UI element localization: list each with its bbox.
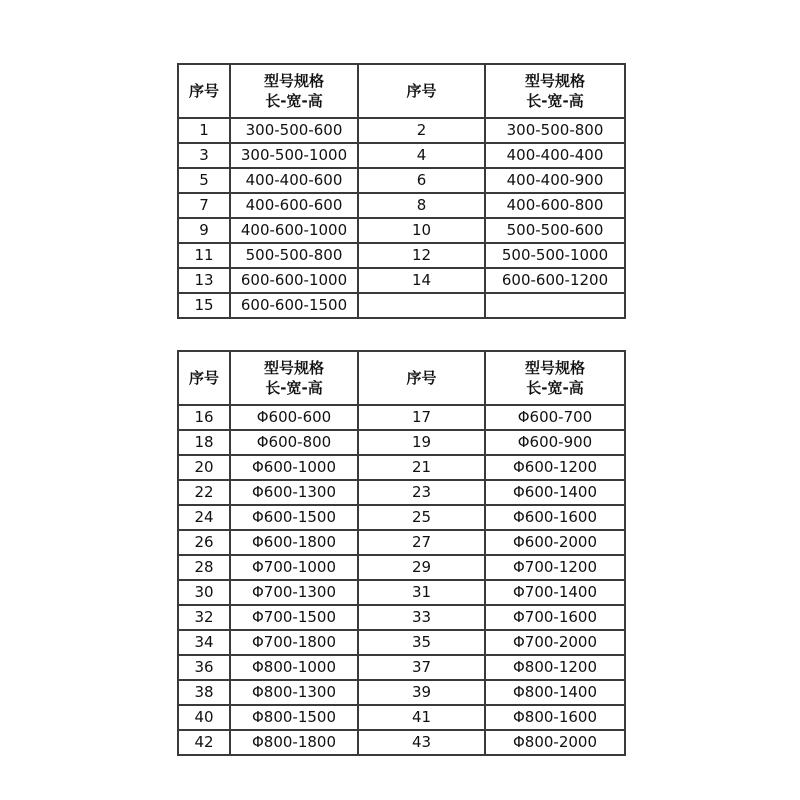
cell-no: 16 <box>178 405 230 430</box>
cell-spec: Φ800-1200 <box>485 655 625 680</box>
cell-no: 11 <box>178 243 230 268</box>
cell-spec: 600-600-1000 <box>230 268 358 293</box>
cell-spec: Φ700-1800 <box>230 630 358 655</box>
cell-spec: 600-600-1200 <box>485 268 625 293</box>
header-no: 序号 <box>178 351 230 405</box>
cell-spec: Φ800-1600 <box>485 705 625 730</box>
cell-spec: Φ600-1500 <box>230 505 358 530</box>
cell-spec: Φ600-2000 <box>485 530 625 555</box>
table-header <box>178 351 625 405</box>
table-row <box>178 730 625 755</box>
cell-no: 14 <box>358 268 485 293</box>
cell-spec: Φ700-1000 <box>230 555 358 580</box>
table-row <box>178 630 625 655</box>
cell-spec: Φ800-1300 <box>230 680 358 705</box>
header-spec-line2: 长-宽-高 <box>526 92 584 110</box>
cell-no: 27 <box>358 530 485 555</box>
cell-spec: 400-400-900 <box>485 168 625 193</box>
header-no: 序号 <box>178 64 230 118</box>
cell-spec: Φ700-1600 <box>485 605 625 630</box>
cell-no: 19 <box>358 430 485 455</box>
cell-spec: Φ600-1000 <box>230 455 358 480</box>
table-row <box>178 530 625 555</box>
cell-spec: 400-400-400 <box>485 143 625 168</box>
cell-spec: Φ600-1800 <box>230 530 358 555</box>
table-row <box>178 430 625 455</box>
table-row <box>178 243 625 268</box>
table-row <box>178 655 625 680</box>
cell-no: 4 <box>358 143 485 168</box>
header-spec <box>230 64 358 118</box>
table-row <box>178 480 625 505</box>
cell-no: 22 <box>178 480 230 505</box>
cell-no: 1 <box>178 118 230 143</box>
table-row <box>178 143 625 168</box>
table-body <box>178 405 625 755</box>
cell-no: 26 <box>178 530 230 555</box>
cell-no: 40 <box>178 705 230 730</box>
table-row <box>178 505 625 530</box>
spec-table-cylindrical <box>177 350 626 756</box>
cell-no: 2 <box>358 118 485 143</box>
cell-spec: 400-600-1000 <box>230 218 358 243</box>
cell-no: 24 <box>178 505 230 530</box>
table-body <box>178 118 625 318</box>
header-row <box>178 351 625 405</box>
cell-spec: Φ700-1400 <box>485 580 625 605</box>
cell-spec: Φ600-1600 <box>485 505 625 530</box>
table-row <box>178 680 625 705</box>
cell-spec: Φ600-1300 <box>230 480 358 505</box>
cell-no: 12 <box>358 243 485 268</box>
header-no: 序号 <box>358 64 485 118</box>
cell-no: 39 <box>358 680 485 705</box>
header-spec-line2: 长-宽-高 <box>526 379 584 397</box>
cell-no: 29 <box>358 555 485 580</box>
cell-no: 42 <box>178 730 230 755</box>
header-spec <box>230 351 358 405</box>
cell-no: 37 <box>358 655 485 680</box>
cell-no: 32 <box>178 605 230 630</box>
cell-no: 18 <box>178 430 230 455</box>
cell-no: 36 <box>178 655 230 680</box>
header-spec-line1: 型号规格 <box>263 72 324 90</box>
table-row <box>178 705 625 730</box>
cell-spec: Φ700-2000 <box>485 630 625 655</box>
cell-no: 21 <box>358 455 485 480</box>
cell-spec <box>485 293 625 318</box>
header-spec <box>485 64 625 118</box>
header-spec-line1: 型号规格 <box>524 72 585 90</box>
cell-no: 20 <box>178 455 230 480</box>
cell-no: 7 <box>178 193 230 218</box>
cell-no: 5 <box>178 168 230 193</box>
cell-no: 15 <box>178 293 230 318</box>
cell-spec: 500-500-800 <box>230 243 358 268</box>
cell-no: 43 <box>358 730 485 755</box>
cell-spec: 400-600-600 <box>230 193 358 218</box>
cell-spec: 600-600-1500 <box>230 293 358 318</box>
spec-table-rectangular <box>177 63 626 319</box>
cell-spec: 500-500-1000 <box>485 243 625 268</box>
cell-spec: 400-400-600 <box>230 168 358 193</box>
cell-spec: Φ600-1200 <box>485 455 625 480</box>
cell-spec: Φ600-900 <box>485 430 625 455</box>
header-spec-line1: 型号规格 <box>263 359 324 377</box>
table-row <box>178 555 625 580</box>
cell-no: 31 <box>358 580 485 605</box>
table-row <box>178 580 625 605</box>
cell-spec: 300-500-800 <box>485 118 625 143</box>
cell-spec: Φ700-1300 <box>230 580 358 605</box>
table-row <box>178 405 625 430</box>
cell-no: 10 <box>358 218 485 243</box>
cell-spec: Φ600-700 <box>485 405 625 430</box>
cell-spec: 300-500-600 <box>230 118 358 143</box>
cell-spec: Φ600-800 <box>230 430 358 455</box>
cell-no: 38 <box>178 680 230 705</box>
cell-no: 41 <box>358 705 485 730</box>
cell-no: 13 <box>178 268 230 293</box>
cell-no: 34 <box>178 630 230 655</box>
table-row <box>178 293 625 318</box>
cell-spec: 300-500-1000 <box>230 143 358 168</box>
cell-no: 6 <box>358 168 485 193</box>
cell-spec: Φ800-1800 <box>230 730 358 755</box>
table-row <box>178 268 625 293</box>
cell-spec: Φ700-1200 <box>485 555 625 580</box>
cell-spec: Φ600-1400 <box>485 480 625 505</box>
cell-spec: Φ700-1500 <box>230 605 358 630</box>
cell-spec: Φ600-600 <box>230 405 358 430</box>
cell-no: 33 <box>358 605 485 630</box>
cell-no <box>358 293 485 318</box>
cell-no: 3 <box>178 143 230 168</box>
cell-no: 9 <box>178 218 230 243</box>
header-spec-line2: 长-宽-高 <box>265 379 323 397</box>
table-row <box>178 218 625 243</box>
cell-no: 25 <box>358 505 485 530</box>
cell-spec: 400-600-800 <box>485 193 625 218</box>
table-row <box>178 118 625 143</box>
cell-no: 8 <box>358 193 485 218</box>
cell-no: 28 <box>178 555 230 580</box>
cell-spec: Φ800-2000 <box>485 730 625 755</box>
table-row <box>178 168 625 193</box>
cell-no: 35 <box>358 630 485 655</box>
cell-spec: 500-500-600 <box>485 218 625 243</box>
header-spec <box>485 351 625 405</box>
header-no: 序号 <box>358 351 485 405</box>
header-spec-line1: 型号规格 <box>524 359 585 377</box>
cell-no: 30 <box>178 580 230 605</box>
cell-no: 23 <box>358 480 485 505</box>
table-row <box>178 605 625 630</box>
cell-no: 17 <box>358 405 485 430</box>
header-row <box>178 64 625 118</box>
cell-spec: Φ800-1000 <box>230 655 358 680</box>
table-header <box>178 64 625 118</box>
table-row <box>178 193 625 218</box>
table-row <box>178 455 625 480</box>
cell-spec: Φ800-1400 <box>485 680 625 705</box>
header-spec-line2: 长-宽-高 <box>265 92 323 110</box>
cell-spec: Φ800-1500 <box>230 705 358 730</box>
